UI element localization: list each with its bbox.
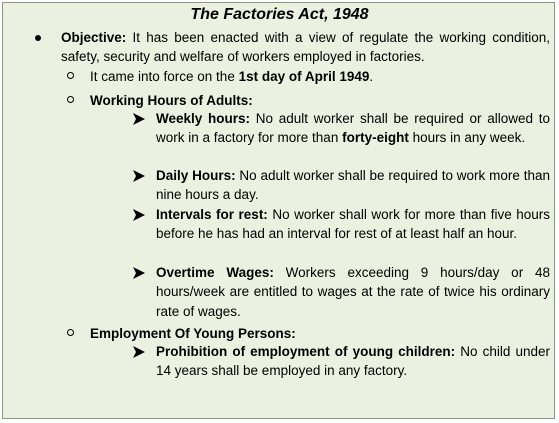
- commencement-date: 1st day of April 1949: [238, 69, 370, 84]
- objective-paragraph: [61, 28, 550, 67]
- daily-hours-text: No adult worker shall be required to work more than nine hours a day.: [156, 168, 550, 203]
- weekly-hours-text: No adult worker shall be required or allowed to work in a factory for more than: [156, 111, 550, 146]
- arrow-bullet-icon: [132, 345, 146, 359]
- prohibition-label: Prohibition of employment of young children:: [156, 344, 456, 359]
- overtime-item: [156, 263, 550, 321]
- circle-bullet: [67, 329, 74, 336]
- intervals-text: No worker shall work for more than five hours before he has had an interval for rest of at least half an hour.: [156, 207, 550, 242]
- young-persons-heading-text: Employment Of Young Persons:: [90, 326, 296, 341]
- working-hours-heading-text: Working Hours of Adults:: [90, 93, 253, 108]
- page-title: The Factories Act, 1948: [190, 6, 369, 23]
- weekly-hours-end: hours in any week.: [408, 130, 526, 146]
- commencement-line: [90, 67, 550, 86]
- arrow-bullet-icon: [132, 169, 146, 183]
- objective-text: It has been enacted with a view of regulate the working condition, safety, security and welfare of workers employed in factories.: [61, 30, 550, 65]
- commencement-text: It came into force on the: [90, 69, 239, 84]
- arrow-bullet-icon: [132, 112, 146, 126]
- daily-hours-item: [156, 166, 550, 205]
- daily-hours-label: Daily Hours:: [156, 168, 236, 183]
- intervals-label: Intervals for rest:: [156, 207, 268, 222]
- overtime-text: Workers exceeding 9 hours/day or 48 hours/week are entitled to wages at the rate of twice his ordinary rate of wages.: [156, 265, 550, 319]
- commencement-end: .: [369, 69, 374, 84]
- prohibition-item: [156, 342, 550, 381]
- weekly-hours-limit: forty-eight: [342, 130, 409, 146]
- circle-bullet: [67, 96, 74, 103]
- working-hours-heading: [90, 91, 253, 110]
- prohibition-text: No child under 14 years shall be employed in any factory.: [156, 344, 550, 379]
- objective-label: Objective:: [61, 30, 127, 45]
- weekly-hours-label: Weekly hours:: [156, 111, 251, 126]
- circle-bullet: [67, 72, 74, 79]
- arrow-bullet-icon: [132, 266, 146, 280]
- overtime-label: Overtime Wages:: [156, 265, 274, 280]
- weekly-hours-item: [156, 109, 550, 148]
- young-persons-heading: [90, 324, 296, 343]
- intervals-item: [156, 205, 550, 244]
- bullet-dot: [35, 35, 41, 41]
- arrow-bullet-icon: [132, 208, 146, 222]
